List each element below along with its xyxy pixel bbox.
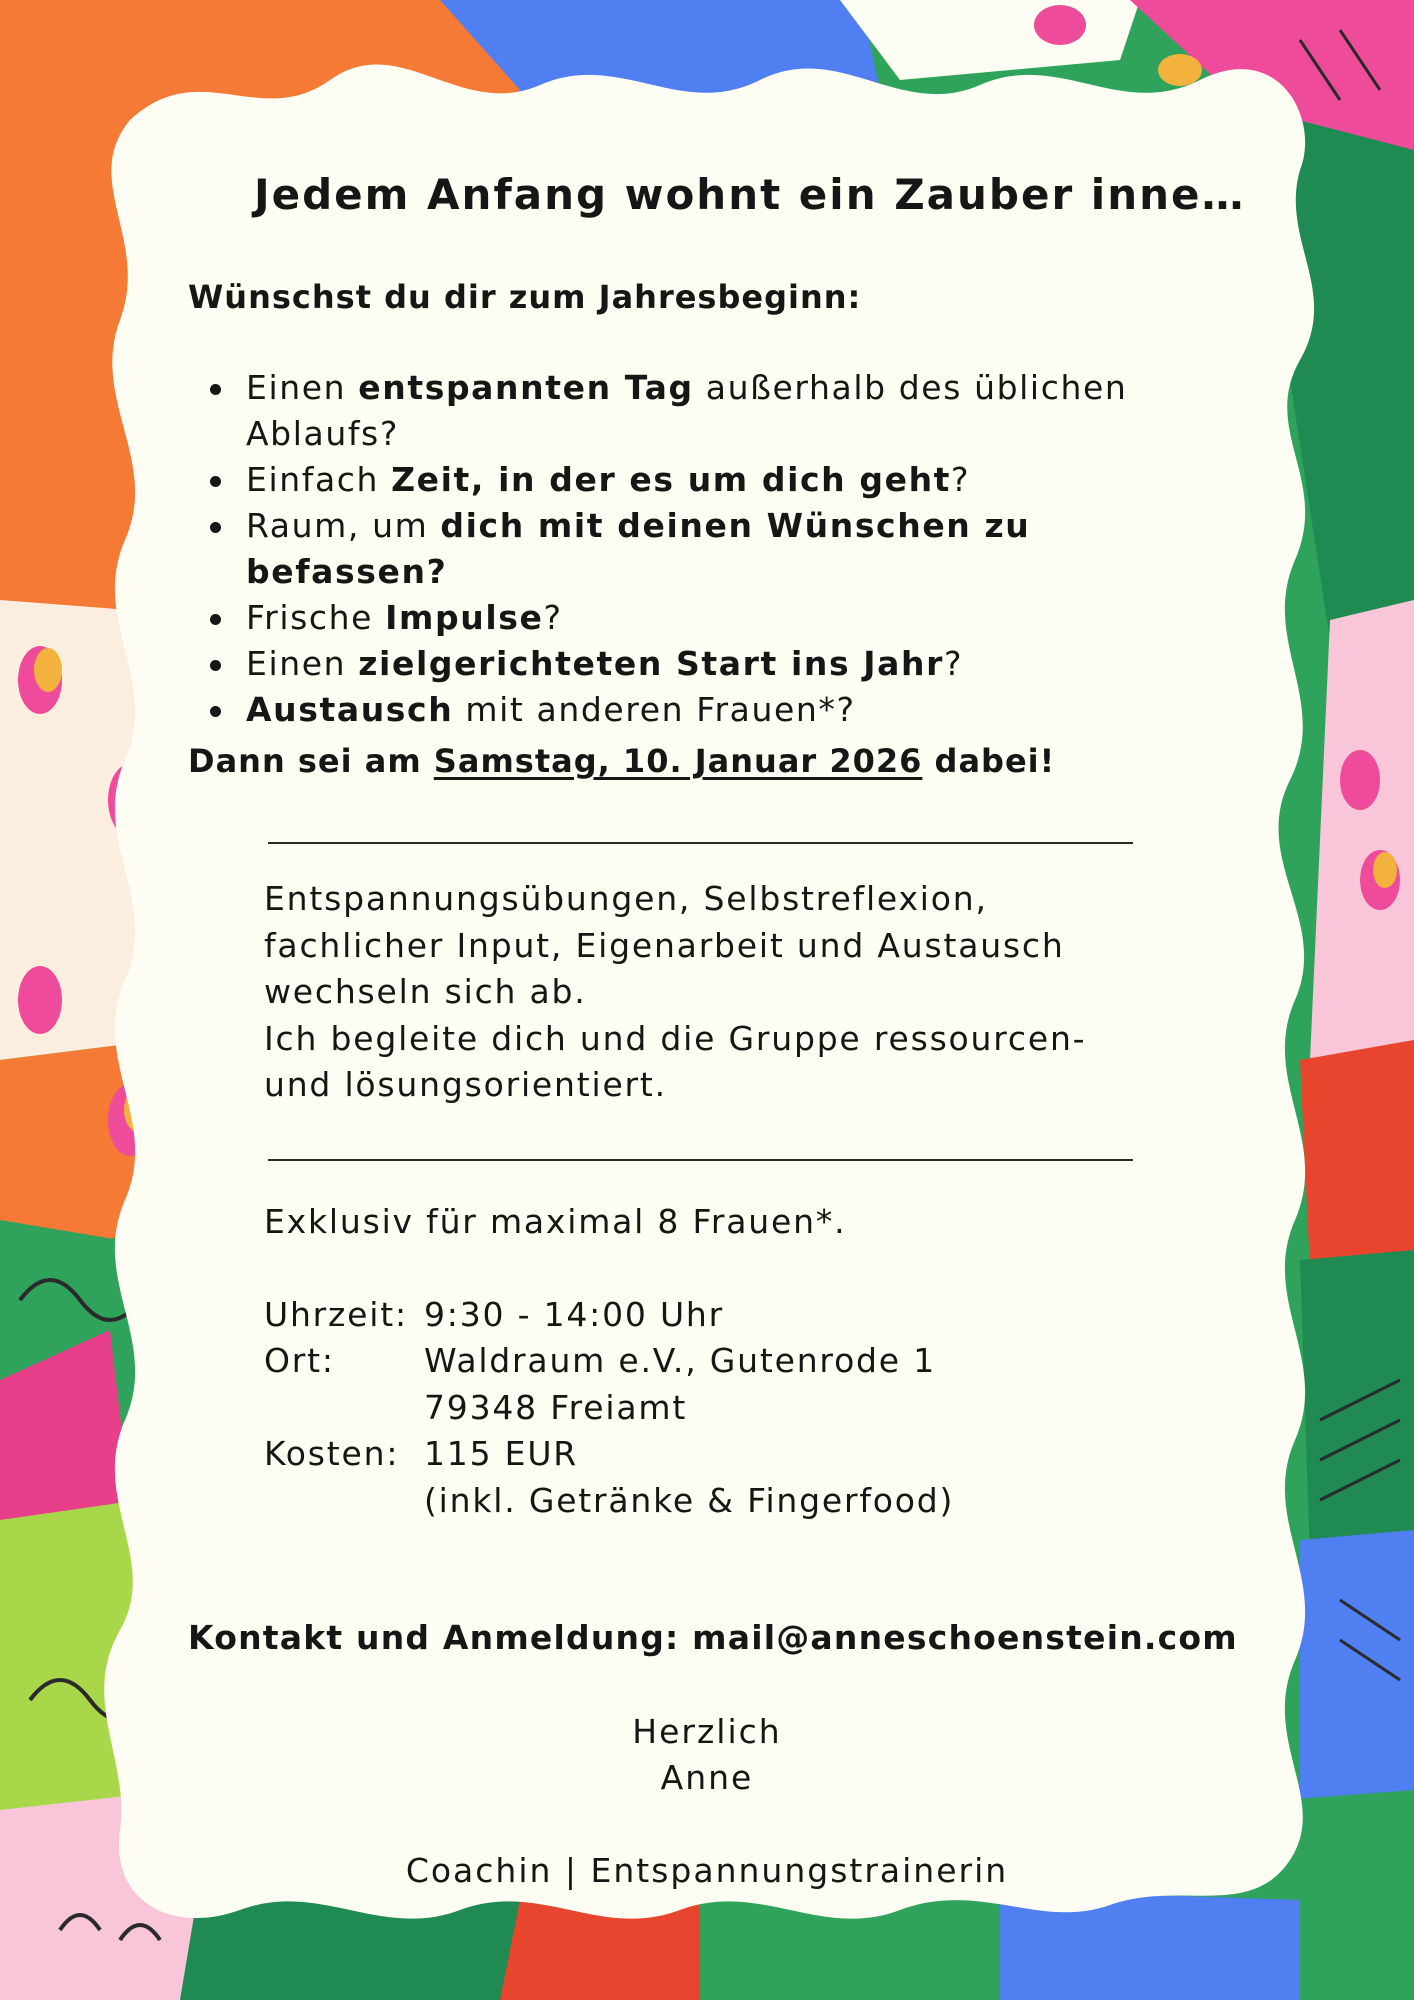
contact-line: Kontakt und Anmeldung: mail@anneschoenstein.com [188,1618,1238,1657]
cost-note: (inkl. Getränke & Fingerfood) [424,1481,955,1520]
time-label: Uhrzeit: [264,1295,408,1334]
list-item: Austausch mit anderen Frauen*? [200,687,1240,733]
time-value: 9:30 - 14:00 Uhr [424,1295,725,1334]
divider [268,1159,1133,1161]
description-line: wechseln sich ab. [264,972,587,1011]
cost-label: Kosten: [264,1434,400,1473]
list-item: Einen entspannten Tag außerhalb des üblichen Ablaufs? [200,365,1240,457]
place-value-line2: 79348 Freiamt [424,1388,688,1427]
list-item: Frische Impulse? [200,595,1240,641]
signature-name: Anne [660,1758,754,1797]
description [264,876,1144,1109]
list-item: Einfach Zeit, in der es um dich geht? [200,457,1240,503]
description-line: und lösungsorientiert. [264,1065,667,1104]
place-label: Ort: [264,1341,335,1380]
list-item: Raum, um dich mit deinen Wünschen zu befassen? [200,503,1240,595]
list-item: Einen zielgerichteten Start ins Jahr? [200,641,1240,687]
flyer-title: Jedem Anfang wohnt ein Zauber inne… [254,170,1246,219]
divider [268,842,1133,844]
call-to-action: Dann sei am Samstag, 10. Januar 2026 dabei! [188,742,1056,780]
place-value-line1: Waldraum e.V., Gutenrode 1 [424,1341,936,1380]
description-line: fachlicher Input, Eigenarbeit und Austausch [264,925,1065,965]
exclusive-note: Exklusiv für maximal 8 Frauen*. [264,1202,847,1241]
role-line: Coachin | Entspannungstrainerin [405,1851,1009,1890]
intro-heading: Wünschst du dir zum Jahresbeginn: [188,278,862,316]
event-date: Samstag, 10. Januar 2026 [433,742,923,780]
wish-list [200,365,1240,733]
description-line: Ich begleite dich und die Gruppe ressourcen- [264,1018,1087,1058]
greeting: Herzlich [632,1712,782,1751]
cost-value: 115 EUR [424,1434,579,1473]
description-line: Entspannungsübungen, Selbstreflexion, [264,879,988,918]
